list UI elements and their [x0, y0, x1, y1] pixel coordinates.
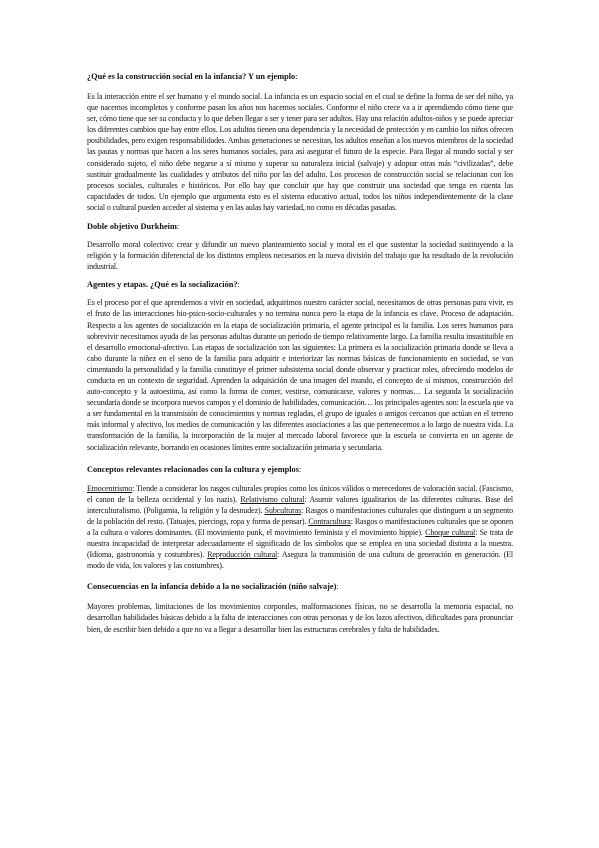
heading-colon: : [336, 582, 339, 592]
definition-contracultura: : Rasgos o manifestaciones culturales que se oponen a la cultura o valores dominantes. (El movimiento punk, el movimiento feminista y el movimiento hippie). [87, 516, 513, 537]
definition-relativismo-cultural: : Asumir valores igualitarios de las diferentes culturas. Base del interculturalismo. (Poligamia, la religión y la desnudez). [87, 494, 513, 515]
section-heading-construccion-social [87, 71, 513, 82]
heading-text: Doble objetivo Durkheim [87, 222, 177, 232]
document-body [87, 71, 513, 645]
paragraph-conceptos-cultura [87, 483, 513, 572]
term-etnocentrismo: Etnocentrismo [87, 483, 133, 493]
heading-text: Agentes y etapas. ¿Qué es la socialización? [87, 280, 238, 290]
definition-etnocentrismo: : Tiende a considerar los rasgos culturales propios como los únicos válidos o merecedores de valoración social. (Fascismo, el canon de la belleza occidental y los nazis). [87, 483, 513, 504]
heading-colon: : [176, 222, 180, 232]
heading-colon: : [237, 280, 240, 290]
section-heading-nino-salvaje [87, 581, 513, 592]
term-contracultura: Contracultura [308, 516, 351, 526]
paragraph-construccion-social: Es la interacción entre el ser humano y el mundo social. La infancia es un espacio social en el cual se define la forma de ser del niño, ya que nacemos incompletos y conforme pasan los años nos hacemos sociales. Conforme el niño crece va a ir aprendiendo cómo tiene que ser, cómo tiene que ser su conducta y lo que deben llegar a ser y tener para ser adultos. Hay una relación adultos-niños y se puede apreciar los diferentes cambios que hay entre ellos. Los adultos tienen una dependencia y la necesidad de protección y en cambio los niños ofrecen posibilidades, pero exigen responsabilidades. Ambas generaciones se necesitan, los adultos enseñan a los nuevos miembros de la sociedad las pautas y normas que hacen a los seres humanos sociales, para así asegurar el futuro de la especie. Para llegar al mundo social y ser considerado sujeto, el niño debe negarse a sí mismo y superar su naturaleza inicial (salvaje) y adoptar otras más “civilizadas”, debe sustituir gradualmente las cualidades y atributos del niño por las del adulto. Los procesos de construcción social se relacionan con los procesos sociales, culturales e históricos. Por ello hay que concluir que hay que construir una sociedad que tenga en cuenta las capacidades de todos. Un ejemplo que argumenta esto es el sistema educativo actual, todos los niños independientemente de la clase social o cultural pueden acceder al sistema y en las aulas hay variedad, no como en décadas pasadas. [87, 92, 513, 212]
definition-reproduccion-cultural: : Asegura la transmisión de una cultura de generación en generación. (El modo de vida, los valores y las costumbres). [87, 550, 513, 571]
section-heading-durkheim [87, 221, 513, 232]
term-subculturas: Subculturas [264, 505, 302, 515]
section-heading-conceptos-cultura [87, 464, 513, 475]
term-reproduccion-cultural: Reproducción cultural [207, 550, 278, 560]
heading-text: Conceptos relevantes relacionados con la cultura y ejemplos [87, 464, 299, 474]
section-heading-socializacion [87, 279, 513, 290]
heading-colon: : [298, 464, 302, 474]
term-choque-cultural: Choque cultural [425, 528, 476, 537]
definition-subculturas: : Rasgos o manifestaciones culturales que distinguen a un segmento de la población del resto. (Tatuajes, piercings, ropa y forma de pensar). [87, 505, 513, 526]
paragraph-socializacion: Es el proceso por el que aprendemos a vivir en sociedad, adquirimos nuestro carácter social, necesitamos de otras personas para vivir, es el fruto de las interacciones bio-psico-socio-culturales y no termina nunca pero la etapa de la infancia es clave. Proceso de adaptación. Respecto a los agentes de socialización en la etapa de socialización primaria, el agente principal es la familia. Los seres humanos para sobrevivir necesitamos ayuda de las personas adultas durante un periodo de tiempo relativamente largo. La familia resulta insustituible en el desarrollo emocional-afectivo. Las etapas de socialización son las siguientes: La primera es la socialización primaria donde se lleva a cabo durante la niñez en el seno de la familia para adquirir e interiorizar las normas básicas de funcionamiento en sociedad, se van cimentando la personalidad y la familia constituye el primer subsistema social donde observar y practicar roles, ofreciendo modelos de conducta en un contexto de seguridad. Aprenden la adquisición de una imagen del mundo, el concepto de sí mismos, construcción del auto-concepto y la autoestima, así como la forma de comer, vestirse, comunicarse, valores y normas… La segunda la socialización secundaria donde se incorpora nuevos campos y el dominio de habilidades, comunicación… los principales agentes son: la escuela que va a ser fundamental en la transmisión de conocimientos y normas regladas, el grupo de iguales o amigos cercanos que actúan en el terreno más informal y afectivo, los medios de comunicación y las diferentes asociaciones a las que pertenecemos a lo largo de nuestra vida. La transformación de la familia, la incorporación de la mujer al mercado laboral favorece que la escuela se convierta en un agente de socialización relevante, borrando en ocasiones límites entre socialización primaria y secundaria. [87, 298, 513, 452]
definition-choque-cultural: : Se trata de nuestra incapacidad de interpretar adecuadamente el significado de los símbolos que se emplea en una sociedad distinta a la nuestra. (Idioma, gastronomía y costumbres). [87, 528, 513, 560]
heading-text: Consecuencias en la infancia debido a la no socialización (niño salvaje) [87, 582, 337, 592]
paragraph-nino-salvaje: Mayores problemas, limitaciones de los movimientos corporales, malformaciones físicas, no se desarrolla la memoria espacial, no desarrollan habilidades básicas debido a la falta de interacciones con otras personas y de los lazos afectivos, dificultades para pronunciar bien, de escribir bien debido a que no va a llegar a desarrollar bien las estructuras cerebrales y falta de habilidades. [87, 602, 513, 634]
heading-text: ¿Qué es la construcción social en la infancia? Y un ejemplo [87, 72, 296, 81]
term-relativismo-cultural: Relativismo cultural [240, 494, 305, 504]
heading-colon: : [295, 72, 298, 81]
paragraph-durkheim: Desarrollo moral colectivo: crear y difundir un nuevo planteamiento social y moral en el que sustentar la sociedad sustituyendo a la religión y la formación diferencial de los distintos empleos necesarios en la nueva división del trabajo que ha resultado de la revolución industrial. [87, 240, 513, 272]
